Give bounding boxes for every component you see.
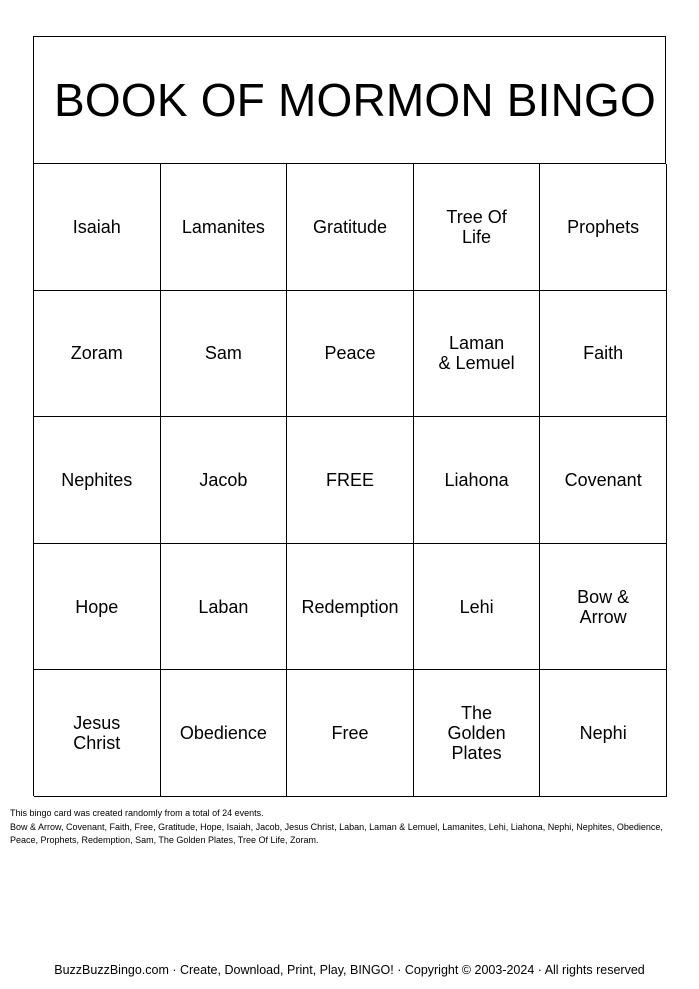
bingo-cell-line: Arrow (579, 606, 627, 627)
bingo-cell-line: Gratitude (312, 216, 387, 237)
bingo-cell-text (180, 723, 267, 743)
bingo-cell-line: Laban (198, 596, 249, 617)
bingo-cell-text (565, 470, 642, 490)
bingo-cell-text (577, 587, 629, 627)
bingo-cell-line: Christ (73, 733, 121, 754)
bingo-cell (540, 164, 667, 291)
bingo-cell-line: Bow & (577, 586, 630, 607)
bingo-cell-line: Free (331, 723, 369, 744)
bingo-cell-text (182, 217, 265, 237)
note-event-list: Bow & Arrow, Covenant, Faith, Free, Gratitude, Hope, Isaiah, Jacob, Jesus Christ, Laban, Laman & Lemuel, Lamanites, Lehi, Liahona, Nephi, Nephites, Obedience, Peace, Prophets, Redemption, Sam, The Golden Plates, Tree Of Life, Zoram. (10, 821, 663, 845)
bingo-cell (540, 417, 667, 544)
bingo-cell (34, 544, 161, 671)
bingo-cell-text (301, 597, 398, 617)
bingo-cell (287, 670, 414, 797)
bingo-cell-line: Redemption (301, 596, 399, 617)
bingo-cell-line: The (461, 703, 493, 724)
bingo-cell (161, 417, 288, 544)
bingo-cell (414, 164, 541, 291)
bingo-grid (34, 164, 666, 797)
bingo-cell (161, 291, 288, 418)
bingo-cell (287, 544, 414, 671)
bingo-cell-text (61, 470, 132, 490)
bingo-cell-text (583, 343, 623, 363)
bingo-cell (161, 670, 288, 797)
bingo-cell (34, 164, 161, 291)
bingo-cell-text (448, 703, 506, 763)
bingo-cell-text (73, 713, 120, 753)
bingo-cell-text (446, 207, 506, 247)
bingo-cell-text (71, 343, 123, 363)
bingo-cell-text (199, 470, 247, 490)
bingo-cell (287, 291, 414, 418)
bingo-cell-line: Sam (204, 343, 242, 364)
bingo-cell-line: Obedience (179, 723, 267, 744)
bingo-cell-text (439, 333, 515, 373)
bingo-cell-line: Golden (447, 723, 506, 744)
bingo-cell (161, 164, 288, 291)
bingo-cell-line: & Lemuel (438, 353, 515, 374)
bingo-cell-line: Tree Of (446, 206, 507, 227)
title-box (34, 37, 666, 164)
bingo-cell-line: Nephi (579, 723, 627, 744)
bingo-cell-line: Zoram (70, 343, 123, 364)
bingo-cell-line: Covenant (564, 469, 642, 490)
bingo-cell-text (331, 723, 368, 743)
bingo-cell (287, 164, 414, 291)
bingo-cell (414, 417, 541, 544)
bingo-cell-text (445, 470, 509, 490)
bingo-cell-text (326, 470, 374, 490)
bingo-cell-line: Life (462, 226, 492, 247)
card-title: BOOK OF MORMON BINGO (54, 74, 657, 126)
bingo-cell-text (205, 343, 242, 363)
bingo-card (33, 36, 666, 796)
bingo-cell (540, 544, 667, 671)
bingo-cell-line: FREE (325, 469, 374, 490)
bingo-cell-text (567, 217, 639, 237)
bingo-cell-line: Lehi (459, 596, 494, 617)
bingo-cell-line: Jacob (199, 469, 248, 490)
bingo-cell-text (75, 597, 118, 617)
bingo-cell (161, 544, 288, 671)
bingo-cell-line: Prophets (567, 216, 640, 237)
bingo-cell-line: Jesus (73, 713, 121, 734)
bingo-cell (287, 417, 414, 544)
bingo-cell-line: Laman (449, 333, 505, 354)
bingo-cell-line: Plates (451, 743, 502, 764)
bingo-cell (34, 417, 161, 544)
bingo-cell-line: Nephites (61, 469, 133, 490)
bingo-cell (414, 291, 541, 418)
bingo-cell-line: Lamanites (181, 216, 265, 237)
bingo-cell (540, 291, 667, 418)
bingo-cell-text (313, 217, 387, 237)
bingo-cell-text (580, 723, 627, 743)
bingo-cell-line: Peace (324, 343, 376, 364)
bingo-cell-line: Hope (75, 596, 119, 617)
bingo-cell-line: Isaiah (72, 216, 121, 237)
bingo-cell-text (460, 597, 494, 617)
bingo-cell (540, 670, 667, 797)
bingo-cell-text (324, 343, 375, 363)
note-summary: This bingo card was created randomly from a total of 24 events. (10, 808, 264, 818)
bingo-cell (34, 291, 161, 418)
bingo-cell (34, 670, 161, 797)
bingo-cell-line: Liahona (444, 469, 509, 490)
bingo-cell-text (198, 597, 248, 617)
bingo-cell-line: Faith (583, 343, 624, 364)
bingo-cell (414, 544, 541, 671)
footer: BuzzBuzzBingo.com · Create, Download, Print, Play, BINGO! · Copyright © 2003-2024 · All rights reserved (54, 963, 645, 977)
card-note (10, 807, 690, 848)
bingo-cell (414, 670, 541, 797)
bingo-cell-text (73, 217, 121, 237)
